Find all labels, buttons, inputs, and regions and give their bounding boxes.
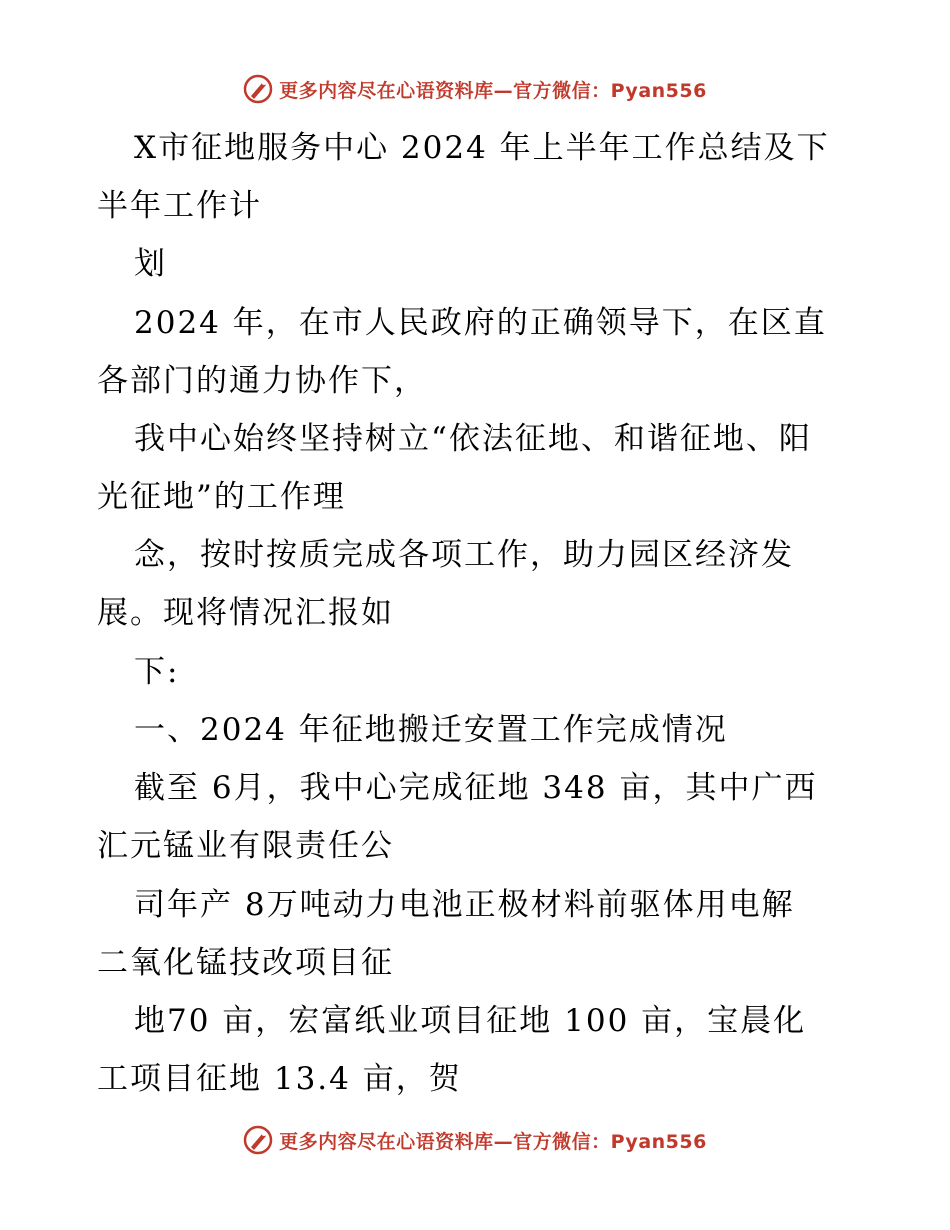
doc-line-7: 光征地”的工作理 — [97, 479, 346, 515]
doc-line-12: 截至 6月，我中心完成征地 348 亩，其中广西 — [134, 770, 818, 806]
doc-line-2: 半年工作计 — [97, 188, 262, 224]
doc-line-1: X市征地服务中心 2024 年上半年工作总结及下 — [134, 130, 830, 166]
doc-line-6: 我中心始终坚持树立“依法征地、和谐征地、阳 — [134, 421, 812, 457]
doc-line-10: 下: — [134, 654, 180, 690]
doc-line-15: 二氧化锰技改项目征 — [97, 945, 394, 981]
doc-line-14: 司年产 8万吨动力电池正极材料前驱体用电解 — [134, 887, 795, 923]
doc-line-13: 汇元锰业有限责任公 — [97, 828, 394, 864]
footer-watermark-text: 更多内容尽在心语资料库—官方微信：Pyan556 — [279, 1130, 707, 1153]
footer-watermark-banner — [0, 1123, 950, 1157]
doc-line-8: 念，按时按质完成各项工作，助力园区经济发 — [134, 537, 794, 573]
doc-line-4: 2024 年，在市人民政府的正确领导下，在区直 — [134, 305, 827, 341]
doc-line-5: 各部门的通力协作下， — [97, 363, 427, 399]
pen-logo-icon — [243, 74, 273, 104]
doc-line-3: 划 — [134, 246, 167, 282]
doc-line-16: 地70 亩，宏富纸业项目征地 100 亩，宝晨化 — [134, 1003, 807, 1039]
doc-line-9: 展。现将情况汇报如 — [97, 595, 394, 631]
header-watermark-text: 更多内容尽在心语资料库—官方微信：Pyan556 — [279, 79, 707, 102]
pen-logo-icon — [243, 1125, 273, 1155]
header-watermark-banner — [0, 72, 950, 106]
doc-line-11: 一、2024 年征地搬迁安置工作完成情况 — [134, 712, 728, 748]
doc-line-17: 工项目征地 13.4 亩，贺 — [97, 1061, 462, 1097]
